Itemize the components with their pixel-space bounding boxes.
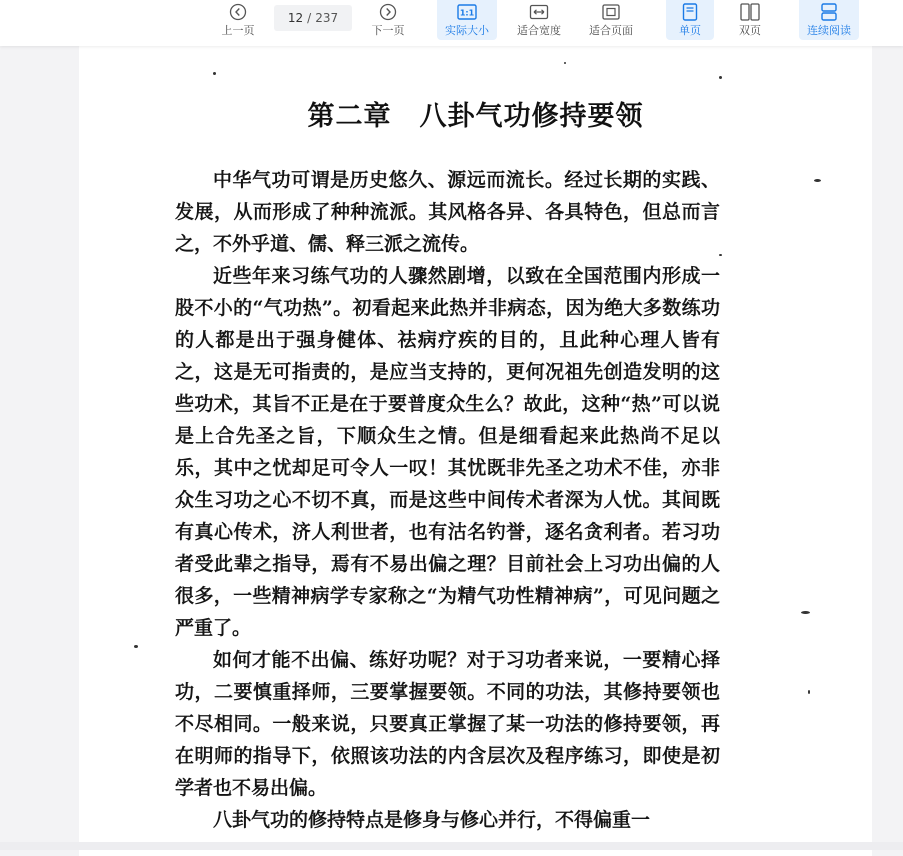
scan-speck	[808, 690, 810, 694]
current-page-input[interactable]: 12	[287, 11, 304, 25]
total-pages: 237	[315, 11, 339, 25]
continuous-reading-button[interactable]	[799, 0, 859, 40]
prev-page-label: 上一页	[221, 24, 255, 37]
fit-width-icon	[528, 2, 550, 22]
svg-text:1:1: 1:1	[459, 8, 475, 18]
fit-page-icon	[600, 2, 622, 22]
fit-page-button[interactable]	[582, 0, 640, 40]
scan-speck	[801, 611, 810, 614]
fit-width-label: 适合宽度	[517, 24, 561, 37]
actual-size-icon	[456, 2, 478, 22]
single-page-icon	[679, 2, 701, 22]
chevron-left-circle-icon	[227, 2, 249, 22]
scan-speck	[814, 179, 821, 182]
scan-speck	[134, 645, 138, 648]
next-page-label: 下一页	[371, 24, 405, 37]
prev-page-button[interactable]	[216, 0, 260, 40]
single-page-button[interactable]	[666, 0, 714, 40]
paragraph: 八卦气功的修持特点是修身与修心并行，不得偏重一	[213, 809, 651, 831]
page-separator: /	[307, 11, 312, 25]
paragraph: 近些年来习练气功的人骤然剧增，以致在全国范围内形成一股不小的“气功热”。初看起来此热并非病态，因为绝大多数练功的人都是出于强身健体、祛病疗疾的目的，且此种心理人皆有之，这是无可指责的，是应当支持的，更何况祖先创造发明的这些功术，其旨不正是在于要普度众生么？故此，这种“热”可以说是上合先圣之旨，下顺众生之情。但是细看起来此热尚不足以乐，其中之忧却足可令人一叹！其忧既非先圣之功术不佳，亦非众生习功之心不切不真，而是这些中间传术者深为人忧。其间既有真心传术，济人利世者，也有沽名钓誉，逐名贪利者。若习功者受此辈之指导，焉有不易出偏之理？目前社会上习功出偏的人很多，一些精神病学专家称之“为精气功性精神病”，可见问题之严重了。	[175, 265, 720, 639]
next-page-button[interactable]	[366, 0, 410, 40]
actual-size-button[interactable]	[437, 0, 497, 40]
chevron-right-circle-icon	[377, 2, 399, 22]
scan-speck	[213, 72, 216, 75]
chapter-title: 第二章 八卦气功修持要领	[307, 101, 644, 132]
scan-speck	[719, 254, 722, 256]
paragraph: 如何才能不出偏、练好功呢？对于习功者来说，一要精心择功，二要慎重择师，三要掌握要领。不同的功法，其修持要领也不尽相同。一般来说，只要真正掌握了某一功法的修持要领，再在明师的指导下，依照该功法的内含层次及程序练习，即使是初学者也不易出偏。	[175, 649, 720, 799]
continuous-reading-label: 连续阅读	[807, 24, 851, 37]
page-body-text	[175, 164, 720, 836]
scan-speck	[564, 62, 566, 64]
fit-page-label: 适合页面	[589, 24, 633, 37]
fit-width-button[interactable]	[510, 0, 568, 40]
document-viewport[interactable]	[0, 46, 903, 850]
double-page-label: 双页	[739, 24, 761, 37]
horizontal-scrollbar[interactable]	[0, 842, 903, 850]
double-page-button[interactable]	[727, 0, 773, 40]
continuous-reading-icon	[818, 2, 840, 22]
document-page	[79, 46, 872, 856]
single-page-label: 单页	[679, 24, 701, 37]
scan-speck	[719, 76, 722, 79]
double-page-icon	[739, 2, 761, 22]
paragraph: 中华气功可谓是历史悠久、源远而流长。经过长期的实践、发展，从而形成了种种流派。其风格各异、各具特色，但总而言之，不外乎道、儒、释三派之流传。	[175, 169, 720, 255]
page-indicator[interactable]	[274, 5, 352, 31]
reader-toolbar	[0, 0, 903, 46]
actual-size-label: 实际大小	[445, 24, 489, 37]
